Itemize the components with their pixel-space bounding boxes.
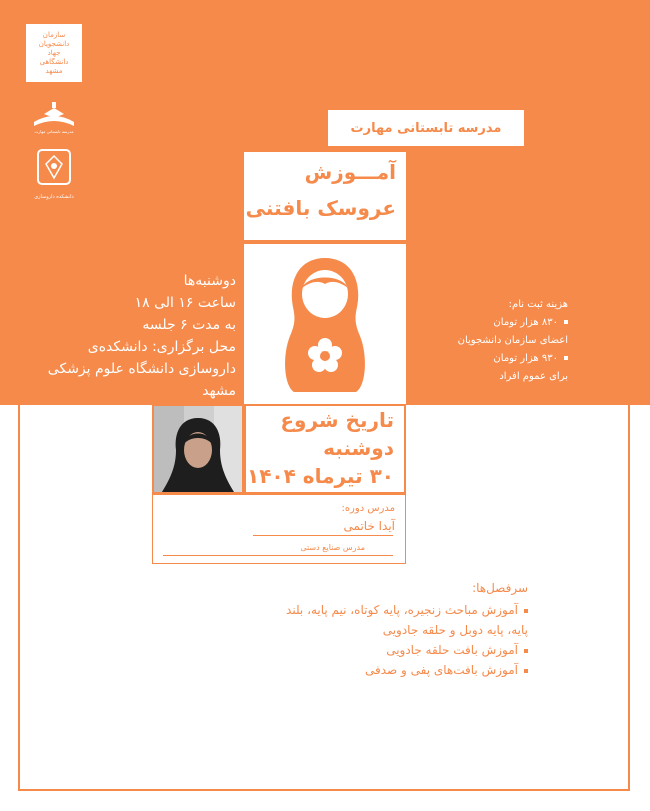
schedule-line: محل برگزاری: دانشکده‌ی	[87, 339, 236, 355]
divider	[253, 535, 393, 536]
course-title-box	[244, 152, 406, 240]
org-logo-line: دانشجویان	[38, 39, 70, 48]
instructor-portrait-icon	[154, 406, 242, 492]
syllabus-item	[238, 660, 528, 680]
fee-member-price-row	[408, 314, 568, 332]
instructor-box	[152, 494, 406, 564]
fee-member-label: اعضای سازمان دانشجویان	[457, 335, 568, 346]
schedule-line: داروسازی دانشگاه علوم پزشکی	[47, 361, 236, 377]
schedule-line: مشهد	[202, 383, 236, 399]
org-logo-line: دانشگاهی	[39, 57, 69, 66]
start-date-line3: ۳۰ تیرماه ۱۴۰۴	[247, 464, 394, 488]
org-logo-line: سازمان	[42, 30, 66, 39]
bullet-icon	[524, 609, 528, 613]
syllabus-item	[238, 640, 528, 660]
org-logo	[26, 24, 82, 82]
school-logo-icon	[26, 98, 82, 134]
bullet-icon	[564, 356, 568, 360]
matryoshka-doll-icon	[244, 244, 406, 404]
fee-heading: هزینه ثبت نام:	[508, 299, 568, 310]
syllabus-item	[238, 600, 528, 620]
org-logo-line: مشهد	[45, 66, 63, 75]
instructor-label: مدرس دوره:	[341, 503, 395, 514]
start-date-line2: دوشنبه	[323, 436, 394, 460]
school-label: مدرسه تابستانی مهارت	[328, 110, 524, 146]
schedule-line: به مدت ۶ جلسه	[142, 317, 236, 333]
bullet-icon	[524, 669, 528, 673]
fee-public-label: برای عموم افراد	[499, 371, 568, 382]
doll-panel	[244, 244, 406, 404]
course-title-line2: عروسک بافتنی	[245, 196, 396, 220]
university-logo-caption: دانشکده داروسازی	[34, 194, 74, 200]
syllabus-heading: سرفصل‌ها:	[472, 581, 528, 595]
syllabus-item-text: آموزش بافت حلقه جادویی	[386, 643, 518, 657]
syllabus	[238, 578, 528, 680]
fee-member-price: ۸۳۰ هزار تومان	[493, 317, 558, 328]
org-logo-line: جهاد	[47, 48, 61, 57]
instructor-photo	[152, 404, 244, 494]
start-date-box	[244, 404, 406, 494]
syllabus-item-text: آموزش بافت‌های پفی و صدفی	[365, 663, 518, 677]
instructor-name: آیدا خاتمی	[343, 519, 395, 533]
divider	[163, 555, 393, 556]
school-logo-caption: مدرسه تابستانی مهارت	[34, 129, 74, 134]
start-date-line1: تاریخ شروع	[280, 408, 394, 432]
course-title-line1: آمـــوزش	[304, 160, 396, 184]
university-logo-icon	[26, 146, 82, 204]
bullet-icon	[564, 320, 568, 324]
fee-public-price-row	[408, 350, 568, 368]
fee-info	[408, 296, 568, 386]
schedule-line: دوشنبه‌ها	[183, 273, 236, 289]
bullet-icon	[524, 649, 528, 653]
fee-public-price: ۹۳۰ هزار تومان	[493, 353, 558, 364]
schedule-line: ساعت ۱۶ الی ۱۸	[134, 295, 236, 311]
instructor-role: مدرس صنایع دستی	[300, 543, 365, 552]
syllabus-item-continuation: پایه، پایه دوبل و حلقه جادویی	[382, 623, 528, 637]
syllabus-item-text: آموزش مباحث زنجیره، پایه کوتاه، نیم پایه، بلند	[286, 603, 518, 617]
schedule-info	[6, 270, 236, 402]
